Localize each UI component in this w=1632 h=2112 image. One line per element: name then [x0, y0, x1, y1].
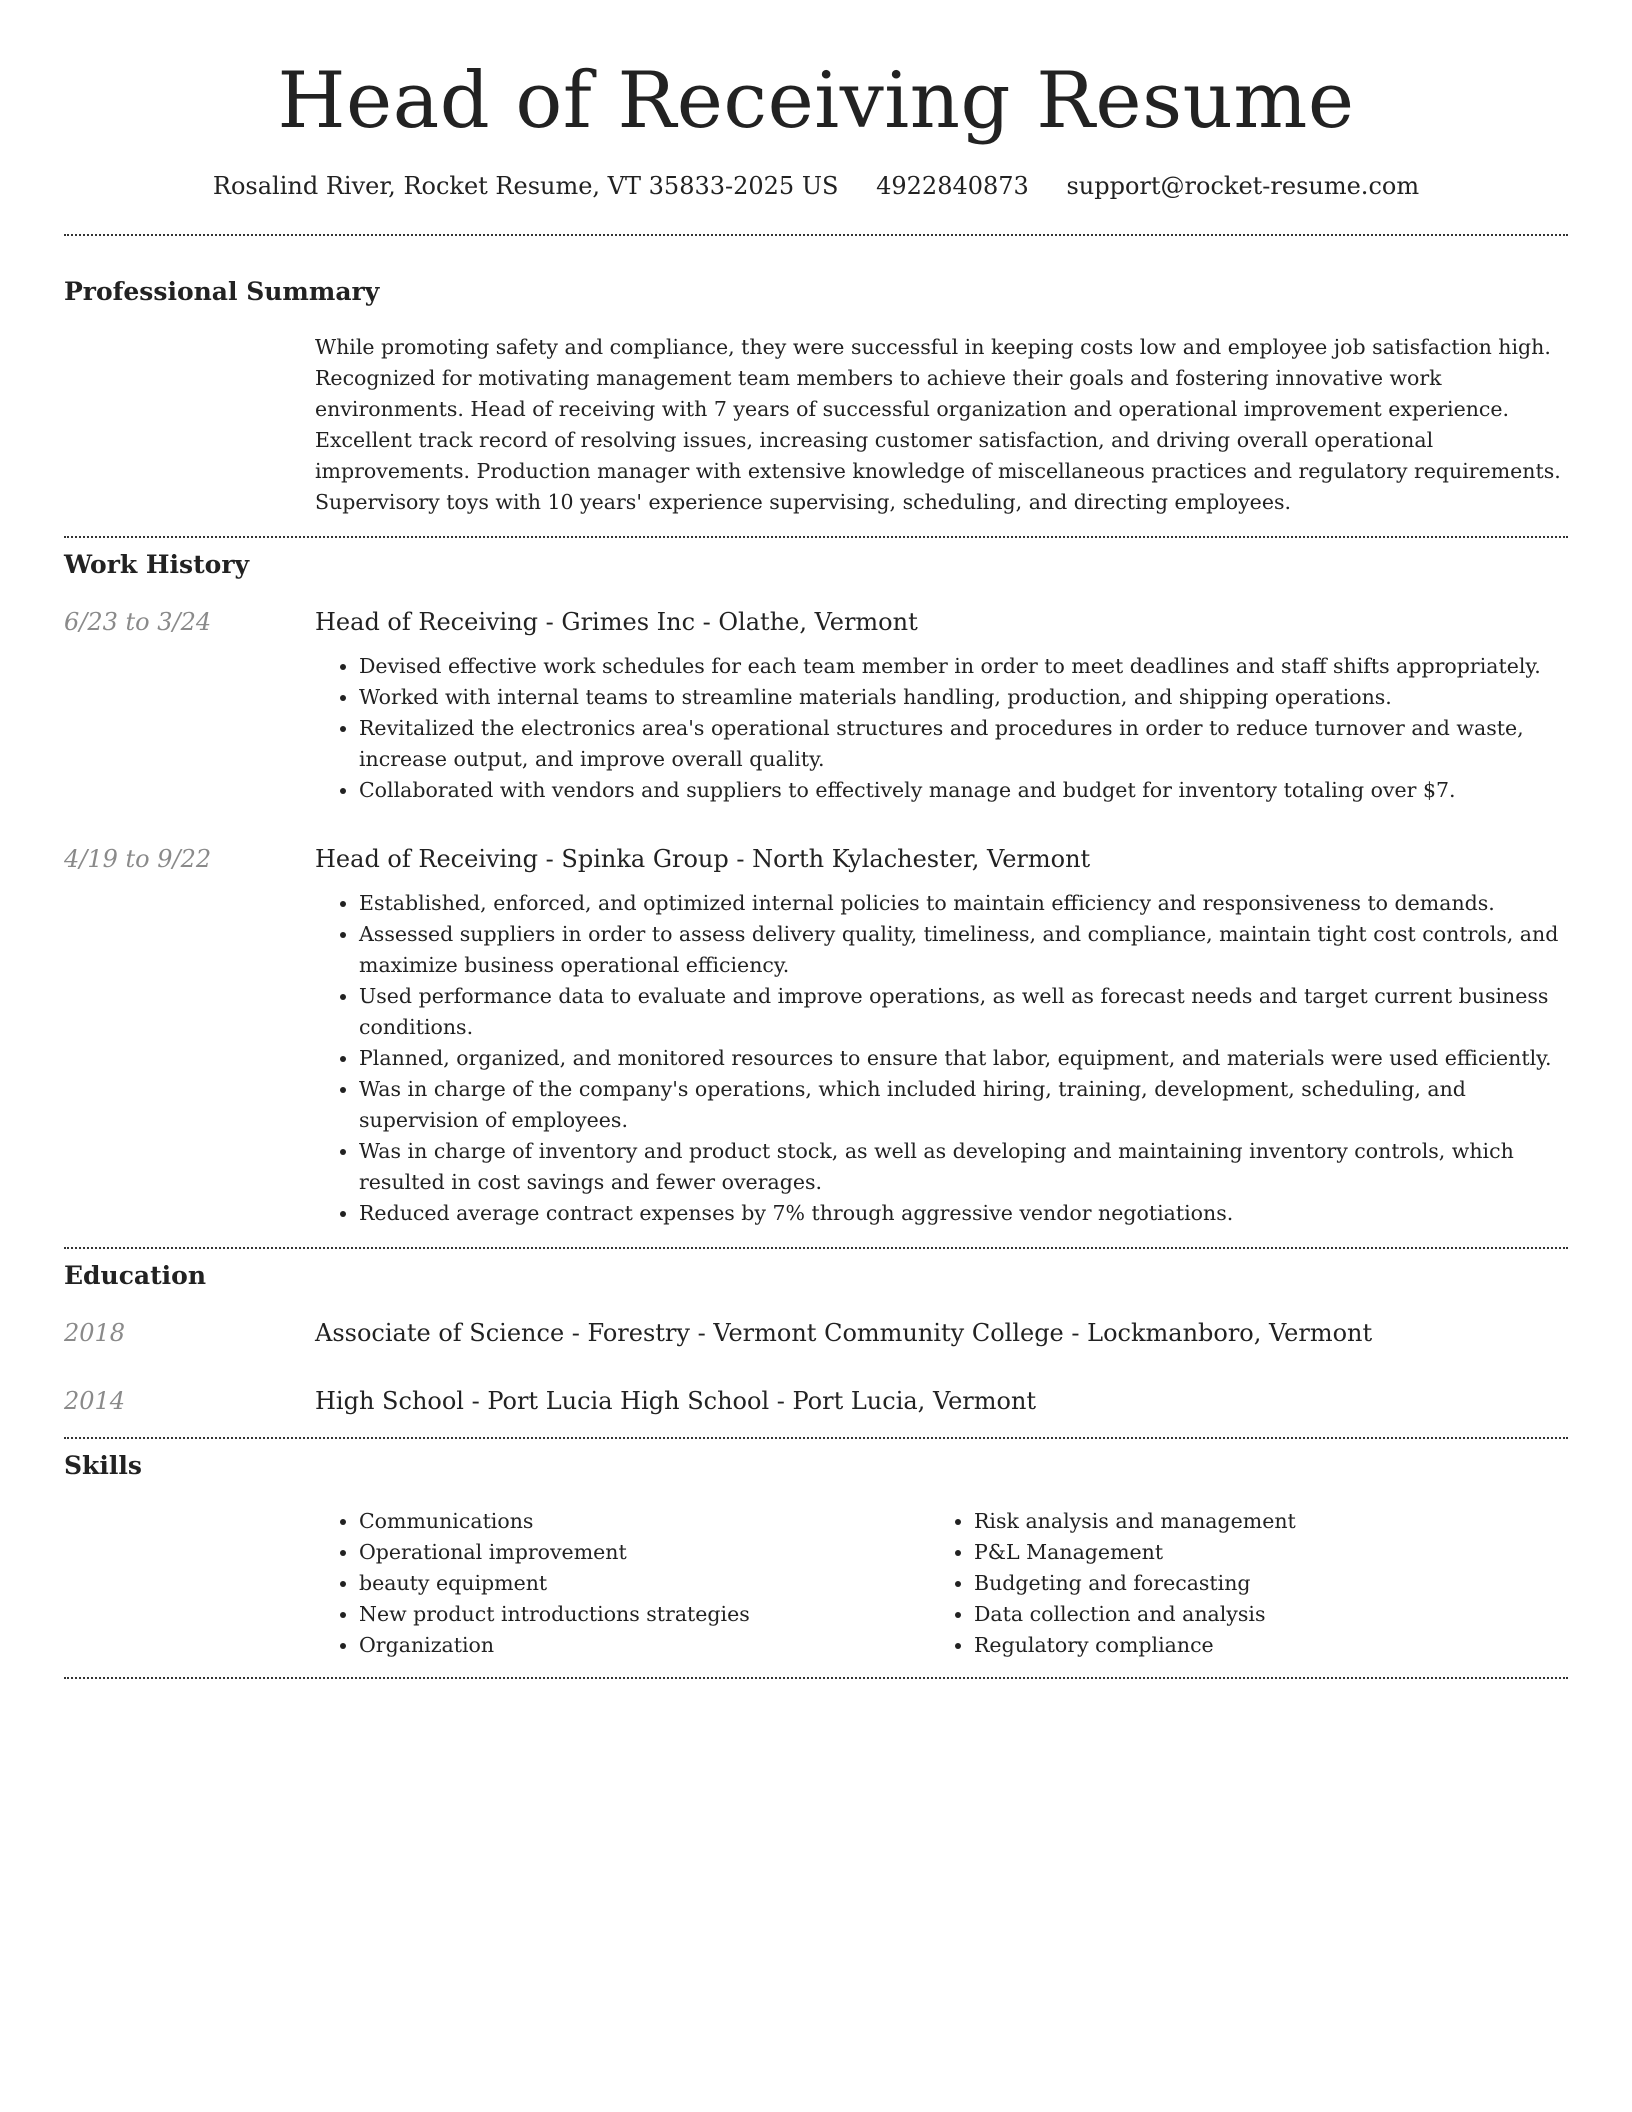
job-dates: 4/19 to 9/22: [64, 845, 212, 873]
section-title-summary: Professional Summary: [64, 277, 380, 306]
list-item: • Used performance data to evaluate and improve operations, as well as forecast needs and target current business conditions.: [359, 981, 1568, 1043]
list-item: • Worked with internal teams to streamline materials handling, production, and shipping operations.: [359, 682, 1568, 713]
skills-list-left: [315, 1506, 930, 1661]
list-item: • Collaborated with vendors and suppliers to effectively manage and budget for inventory totaling over $7.: [359, 775, 1568, 806]
list-item: • Was in charge of inventory and product stock, as well as developing and maintaining inventory controls, which resulted in cost savings and fewer overages.: [359, 1136, 1568, 1198]
list-item: • Was in charge of the company's operations, which included hiring, training, development, scheduling, and supervision of employees.: [359, 1074, 1568, 1136]
work-history-section: [64, 549, 1568, 1229]
skill-item: • Regulatory compliance: [974, 1630, 1545, 1661]
contact-phone: 4922840873: [876, 172, 1029, 200]
education-title: Associate of Science - Forestry - Vermont Community College - Lockmanboro, Vermont: [315, 1319, 1373, 1347]
divider: [64, 1247, 1568, 1249]
contact-address: Rosalind River, Rocket Resume, VT 35833-2025 US: [212, 172, 839, 200]
list-item: • Reduced average contract expenses by 7% through aggressive vendor negotiations.: [359, 1198, 1568, 1229]
divider: [64, 1677, 1568, 1679]
skills-list-right: [930, 1506, 1545, 1661]
education-section: [64, 1260, 1568, 1416]
divider: [64, 536, 1568, 538]
job-title: Head of Receiving - Spinka Group - North Kylachester, Vermont: [315, 845, 1091, 873]
job-bullets: [315, 888, 1568, 1229]
list-item: • Assessed suppliers in order to assess delivery quality, timeliness, and compliance, maintain tight cost controls, and maximize business operational efficiency.: [359, 919, 1568, 981]
skill-item: • Risk analysis and management: [974, 1506, 1545, 1537]
summary-text: While promoting safety and compliance, they were successful in keeping costs low and employee job satisfaction high. Recognized for motivating management team members to achieve their goals and fostering innovative work environments. Head of receiving with 7 years of successful organization and operational improvement experience. Excellent track record of resolving issues, increasing customer satisfaction, and driving overall operational improvements. Production manager with extensive knowledge of miscellaneous practices and regulatory requirements. Supervisory toys with 10 years' experience supervising, scheduling, and directing employees.: [315, 335, 1561, 514]
divider: [64, 234, 1568, 236]
education-entry: [64, 1386, 1568, 1416]
job-dates: 6/23 to 3/24: [64, 608, 212, 636]
education-year: 2014: [64, 1387, 126, 1415]
skill-item: • Budgeting and forecasting: [974, 1568, 1545, 1599]
contact-email: support@rocket-resume.com: [1066, 172, 1420, 200]
skills-grid: [315, 1506, 1568, 1661]
list-item: • Planned, organized, and monitored resources to ensure that labor, equipment, and materials were used efficiently.: [359, 1043, 1568, 1074]
skill-item: • New product introductions strategies: [359, 1599, 930, 1630]
list-item: • Revitalized the electronics area's operational structures and procedures in order to reduce turnover and waste, increase output, and improve overall quality.: [359, 713, 1568, 775]
skill-item: • Communications: [359, 1506, 930, 1537]
divider: [64, 1437, 1568, 1439]
summary-section: [64, 276, 1568, 518]
skill-item: • Data collection and analysis: [974, 1599, 1545, 1630]
section-title-skills: Skills: [64, 1451, 142, 1480]
contact-line: [64, 170, 1568, 202]
education-entry: [64, 1318, 1568, 1348]
section-title-work-history: Work History: [64, 550, 250, 579]
job-title: Head of Receiving - Grimes Inc - Olathe, Vermont: [315, 608, 918, 636]
skill-item: • beauty equipment: [359, 1568, 930, 1599]
skill-item: • Organization: [359, 1630, 930, 1661]
section-title-education: Education: [64, 1261, 207, 1290]
job-entry: [64, 607, 1568, 806]
resume-title: Head of Receiving Resume: [277, 56, 1355, 146]
job-entry: [64, 844, 1568, 1229]
education-title: High School - Port Lucia High School - Port Lucia, Vermont: [315, 1387, 1037, 1415]
education-year: 2018: [64, 1319, 126, 1347]
job-bullets: [315, 651, 1568, 806]
resume-page: [64, 0, 1568, 1679]
list-item: • Devised effective work schedules for each team member in order to meet deadlines and staff shifts appropriately.: [359, 651, 1568, 682]
skill-item: • P&L Management: [974, 1537, 1545, 1568]
skills-section: [64, 1450, 1568, 1661]
skill-item: • Operational improvement: [359, 1537, 930, 1568]
list-item: • Established, enforced, and optimized internal policies to maintain efficiency and responsiveness to demands.: [359, 888, 1568, 919]
